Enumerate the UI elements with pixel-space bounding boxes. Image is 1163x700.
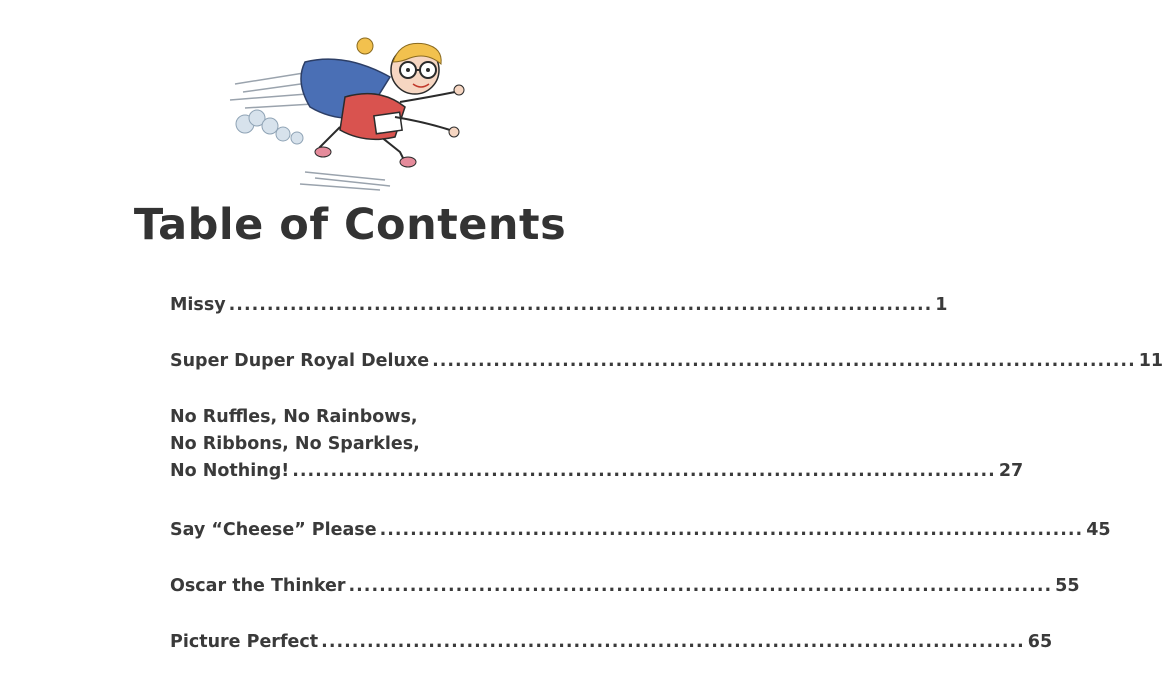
toc-page-number: 1 [935,295,948,315]
dot-leader: ............................................................................................ [228,295,933,315]
toc-entry-title: Picture Perfect [170,632,319,652]
toc-entry-title-line: No Ruffles, No Rainbows, [170,407,418,427]
toc-entry-title: Missy [170,295,226,315]
dust-cloud-icon [236,110,303,144]
toc-entry-title: Oscar the Thinker [170,576,346,596]
book-icon [374,112,402,133]
toc-page-number: 55 [1055,576,1080,596]
dot-leader: ............................................................................................ [379,520,1084,540]
toc-entry [170,292,948,319]
toc-entry [170,348,1163,375]
toc-entry [170,629,1053,656]
toc-entry [170,404,1024,485]
flying-girl-illustration [215,22,505,197]
toc-page-number: 11 [1138,351,1163,371]
dot-leader: ............................................................................................ [348,576,1053,596]
toc-entry-title-line: No Ribbons, No Sparkles, [170,434,420,454]
dot-leader: ............................................................................................ [321,632,1025,652]
toc-page-number: 27 [998,461,1024,481]
toc-entry-title-line: No Nothing! [170,461,290,481]
toc-entry-title: Say “Cheese” Please [170,520,377,540]
toc-entry [170,517,1111,544]
page-title: Table of Contents [133,200,567,250]
toc-page-number: 45 [1086,520,1111,540]
toc-entry [170,573,1080,600]
dot-leader: ............................................................................................ [292,461,996,481]
toc-entry-title: Super Duper Royal Deluxe [170,351,430,371]
toc-page-number: 65 [1027,632,1053,652]
dot-leader: ............................................................................................ [432,351,1136,371]
